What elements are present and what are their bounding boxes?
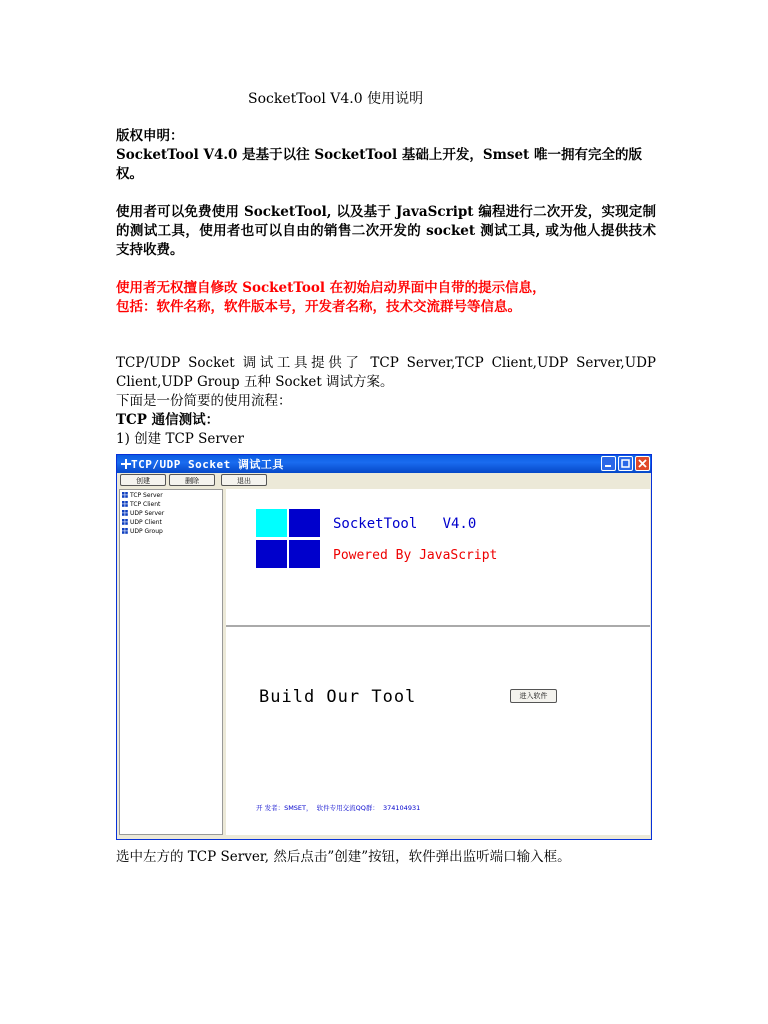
logo-square	[289, 509, 320, 537]
minimize-icon	[602, 457, 615, 470]
window-titlebar	[117, 455, 651, 473]
exit-button[interactable]: 退出	[221, 474, 267, 486]
minimize-button[interactable]	[601, 456, 616, 471]
brand-name: SocketTool V4.0	[333, 516, 477, 532]
tree-item-label: UDP Group	[130, 528, 163, 535]
logo-square	[256, 540, 287, 568]
intro-paragraph: TCP/UDP Socket 调试工具提供了 TCP Server,TCP Client,UDP Server,UDP Client,UDP Group 五种 Socket 调试方案。	[116, 355, 656, 390]
window-title: TCP/UDP Socket 调试工具	[131, 458, 284, 471]
tree-item-udp-group[interactable]	[122, 527, 163, 536]
tree-item-udp-server[interactable]	[122, 509, 164, 518]
tree-item-tcp-client[interactable]	[122, 500, 160, 509]
enter-software-button[interactable]: 进入软件	[510, 689, 557, 703]
window-toolbar	[117, 473, 651, 489]
warning-line-1: 使用者无权擅自修改 SocketTool 在初始启动界面中自带的提示信息，	[116, 280, 546, 296]
document-title: SocketTool V4.0 使用说明	[248, 91, 424, 107]
warning-line-2: 包括：软件名称，软件版本号，开发者名称，技术交流群号等信息。	[116, 299, 521, 315]
copyright-paragraph: SocketTool V4.0 是基于以往 SocketTool 基础上开发，Smset 唯一拥有完全的版权。	[116, 147, 642, 182]
usage-paragraph: 使用者可以免费使用 SocketTool, 以及基于 JavaScript 编程进行二次开发，实现定制的测试工具，使用者也可以自由的销售二次开发的 socket 测试工具, 或为他人提供技术支持收费。	[116, 204, 656, 258]
maximize-button[interactable]	[618, 456, 633, 471]
tree-item-tcp-server[interactable]	[122, 491, 163, 500]
logo-square	[256, 509, 287, 537]
tree-item-udp-client[interactable]	[122, 518, 162, 527]
tcp-heading: TCP 通信测试：	[116, 412, 220, 428]
slogan-text: Build Our Tool	[259, 687, 417, 707]
powered-by-text: Powered By JavaScript	[333, 548, 498, 563]
socket-type-tree	[119, 489, 223, 835]
app-icon	[121, 459, 131, 469]
intro-subline: 下面是一份简要的使用流程：	[116, 393, 292, 409]
step-1: 1) 创建 TCP Server	[116, 431, 244, 447]
close-icon	[636, 457, 649, 470]
logo-square	[289, 540, 320, 568]
tree-item-label: TCP Server	[130, 492, 163, 499]
copyright-heading: 版权申明：	[116, 128, 184, 144]
create-button[interactable]: 创建	[120, 474, 166, 486]
tree-item-label: UDP Client	[130, 519, 162, 526]
tree-node-icon	[122, 501, 128, 507]
splash-body-panel	[226, 627, 650, 835]
tree-item-label: UDP Server	[130, 510, 165, 517]
tree-item-label: TCP Client	[130, 501, 161, 508]
developer-info: 开 发者：SMSET， 软件专用交流QQ群： 37410493​1	[256, 804, 421, 812]
close-button[interactable]	[635, 456, 650, 471]
delete-button[interactable]: 删除	[169, 474, 215, 486]
maximize-icon	[619, 457, 632, 470]
sockettool-logo-icon	[256, 509, 322, 571]
screenshot-caption: 选中左方的 TCP Server, 然后点击”创建”按钮，软件弹出监听端口输入框。	[116, 849, 571, 865]
tree-node-icon	[122, 528, 128, 534]
tree-node-icon	[122, 492, 128, 498]
splash-header-panel	[226, 489, 650, 625]
tree-node-icon	[122, 510, 128, 516]
app-screenshot-window	[116, 454, 652, 840]
tree-node-icon	[122, 519, 128, 525]
